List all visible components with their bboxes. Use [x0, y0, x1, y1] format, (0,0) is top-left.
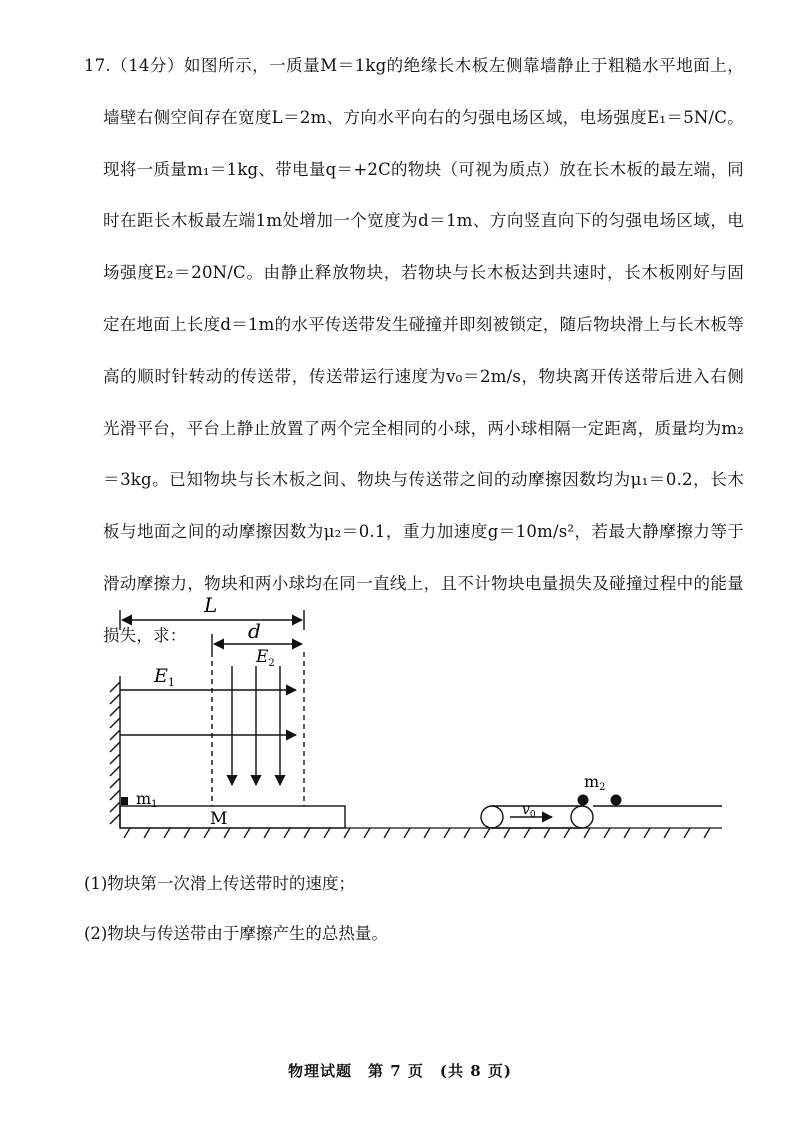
conveyor-left-roller — [481, 806, 503, 828]
label-m2: m2 — [584, 772, 606, 793]
ball-m2-left — [578, 795, 589, 806]
field-E2-arrows — [232, 647, 280, 785]
label-d: d — [248, 619, 261, 643]
question-2: (2)物块与传送带由于摩擦产生的总热量。 — [84, 924, 388, 943]
field-E1-arrows — [120, 665, 296, 735]
physics-diagram — [90, 590, 740, 840]
dimension-L — [120, 593, 304, 630]
label-M: M — [210, 809, 228, 829]
label-E2: $E_2$ — [256, 647, 275, 669]
page-footer: 物理试题 第 7 页 (共 8 页) — [288, 1062, 512, 1080]
problem-statement — [84, 40, 744, 662]
question-1: (1)物块第一次滑上传送带时的速度； — [84, 874, 355, 893]
conveyor-belt — [481, 806, 593, 828]
diagram-svg — [90, 590, 740, 840]
ball-m2-right — [611, 795, 622, 806]
ground — [120, 828, 722, 838]
label-v0: $v_0$ — [522, 802, 536, 820]
block-m1 — [121, 797, 128, 805]
wall — [110, 676, 120, 828]
conveyor-right-roller — [571, 806, 593, 828]
field-boundaries — [212, 652, 304, 806]
label-m1: m1 — [136, 789, 158, 810]
problem-text: 17.（14分）如图所示，一质量M＝1kg的绝缘长木板左侧靠墙静止于粗糙水平地面上，墙壁右侧空间存在宽度L＝2m、方向水平向右的匀强电场区域，电场强度E₁＝5N/C。现将一质量m₁＝1kg、带电量q＝+2C的物块（可视为质点）放在长木板的最左端，同时在距长木板最左端1m处增加一个宽度为d＝1m、方向竖直向下的匀强电场区域，电场强度E₂＝20N/C。由静止释放物块，若物块与长木板达到共速时，长木板刚好与固定在地面上长度d＝1m的水平传送带发生碰撞并即刻被锁定，随后物块滑上与长木板等高的顺时针转动的传送带，传送带运行速度为v₀＝2m/s，物块离开传送带后进入右侧光滑平台，平台上静止放置了两个完全相同的小球，两小球相隔一定距离，质量均为m₂＝3kg。已知物块与长木板之间、物块与传送带之间的动摩擦因数均为μ₁＝0.2，长木板与地面之间的动摩擦因数为μ₂＝0.1，重力加速度g＝10m/s²，若最大静摩擦力等于滑动摩擦力，物块和两小球均在同一直线上，且不计物块电量损失及碰撞过程中的能量损失，求： — [84, 56, 744, 645]
label-E1: $E_1$ — [154, 665, 175, 689]
label-L: L — [204, 593, 218, 617]
